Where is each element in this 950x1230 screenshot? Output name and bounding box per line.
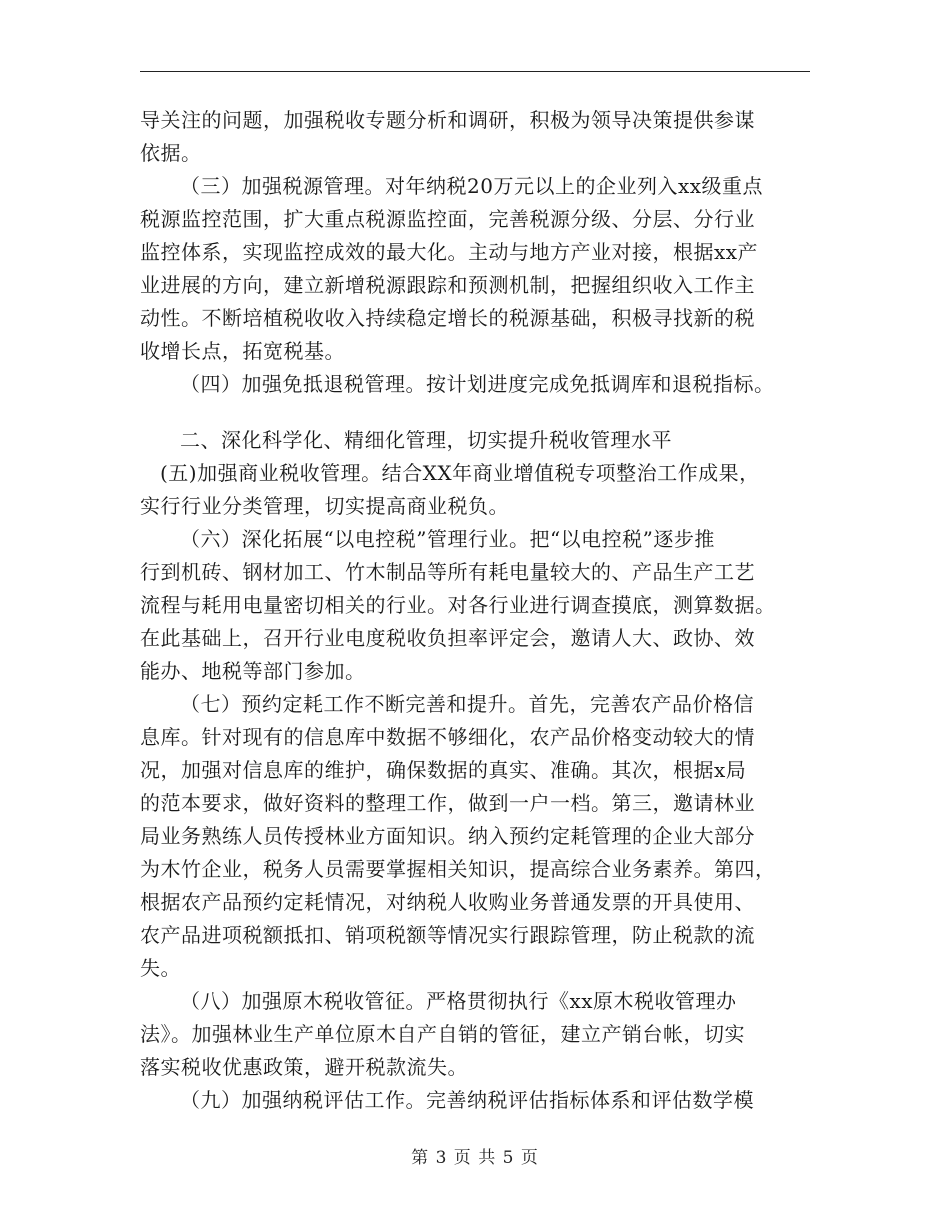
text-line: 实行行业分类管理，切实提高商业税负。 bbox=[140, 494, 509, 518]
paragraph-eight-start: （八）加强原木税收管征。严格贯彻执行《xx原木税收管理办 bbox=[180, 989, 737, 1013]
text-line: 落实税收优惠政策，避开税款流失。 bbox=[140, 1055, 468, 1079]
text-line: 况，加强对信息库的维护，确保数据的真实、准确。其次，根据x局 bbox=[140, 758, 747, 782]
header-rule bbox=[140, 71, 810, 72]
text-line: 农产品进项税额抵扣、销项税额等情况实行跟踪管理，防止税款的流 bbox=[140, 923, 755, 947]
text-line: 动性。不断培植税收收入持续稳定增长的税源基础，积极寻找新的税 bbox=[140, 306, 755, 330]
text-line: 依据。 bbox=[140, 141, 202, 165]
text-line: 业进展的方向，建立新增税源跟踪和预测机制，把握组织收入工作主 bbox=[140, 273, 755, 297]
paragraph-six-start: （六）深化拓展“以电控税”管理行业。把“以电控税”逐步推 bbox=[180, 527, 715, 551]
text-line: 失。 bbox=[140, 956, 181, 980]
text-line: 税源监控范围，扩大重点税源监控面，完善税源分级、分层、分行业 bbox=[140, 207, 755, 231]
paragraph-four-start: （四）加强免抵退税管理。按计划进度完成免抵调库和退税指标。 bbox=[180, 372, 775, 396]
text-line: 行到机砖、钢材加工、竹木制品等所有耗电量较大的、产品生产工艺 bbox=[140, 560, 755, 584]
text-line: 监控体系，实现监控成效的最大化。主动与地方产业对接，根据xx产 bbox=[140, 240, 759, 264]
text-line: 息库。针对现有的信息库中数据不够细化，农产品价格变动较大的情 bbox=[140, 725, 755, 749]
paragraph-seven-start: （七）预约定耗工作不断完善和提升。首先，完善农产品价格信 bbox=[180, 692, 754, 716]
paragraph-five-start: (五)加强商业税收管理。结合XX年商业增值税专项整治工作成果， bbox=[160, 461, 760, 485]
text-line: 的范本要求，做好资料的整理工作，做到一户一档。第三，邀请林业 bbox=[140, 791, 755, 815]
text-line: 根据农产品预约定耗情况，对纳税人收购业务普通发票的开具使用、 bbox=[140, 890, 755, 914]
text-line: 局业务熟练人员传授林业方面知识。纳入预约定耗管理的企业大部分 bbox=[140, 824, 755, 848]
text-line: 流程与耗用电量密切相关的行业。对各行业进行调查摸底，测算数据。 bbox=[140, 593, 776, 617]
text-line: 导关注的问题，加强税收专题分析和调研，积极为领导决策提供参谋 bbox=[140, 108, 755, 132]
paragraph-gap bbox=[140, 401, 810, 424]
text-line: 法》。加强林业生产单位原木自产自销的管征，建立产销台帐，切实 bbox=[140, 1022, 745, 1046]
document-body bbox=[140, 104, 810, 1117]
text-line: 在此基础上，召开行业电度税收负担率评定会，邀请人大、政协、效 bbox=[140, 626, 755, 650]
page-number: 第 3 页 共 5 页 bbox=[411, 1148, 539, 1168]
text-line: 能办、地税等部门参加。 bbox=[140, 659, 366, 683]
paragraph-three-start: （三）加强税源管理。对年纳税20万元以上的企业列入xx级重点 bbox=[180, 174, 764, 198]
paragraph-nine-start: （九）加强纳税评估工作。完善纳税评估指标体系和评估数学模 bbox=[180, 1088, 754, 1112]
text-line: 收增长点，拓宽税基。 bbox=[140, 339, 345, 363]
text-line: 为木竹企业，税务人员需要掌握相关知识，提高综合业务素养。第四， bbox=[140, 857, 776, 881]
section-heading: 二、深化科学化、精细化管理，切实提升税收管理水平 bbox=[180, 428, 672, 452]
